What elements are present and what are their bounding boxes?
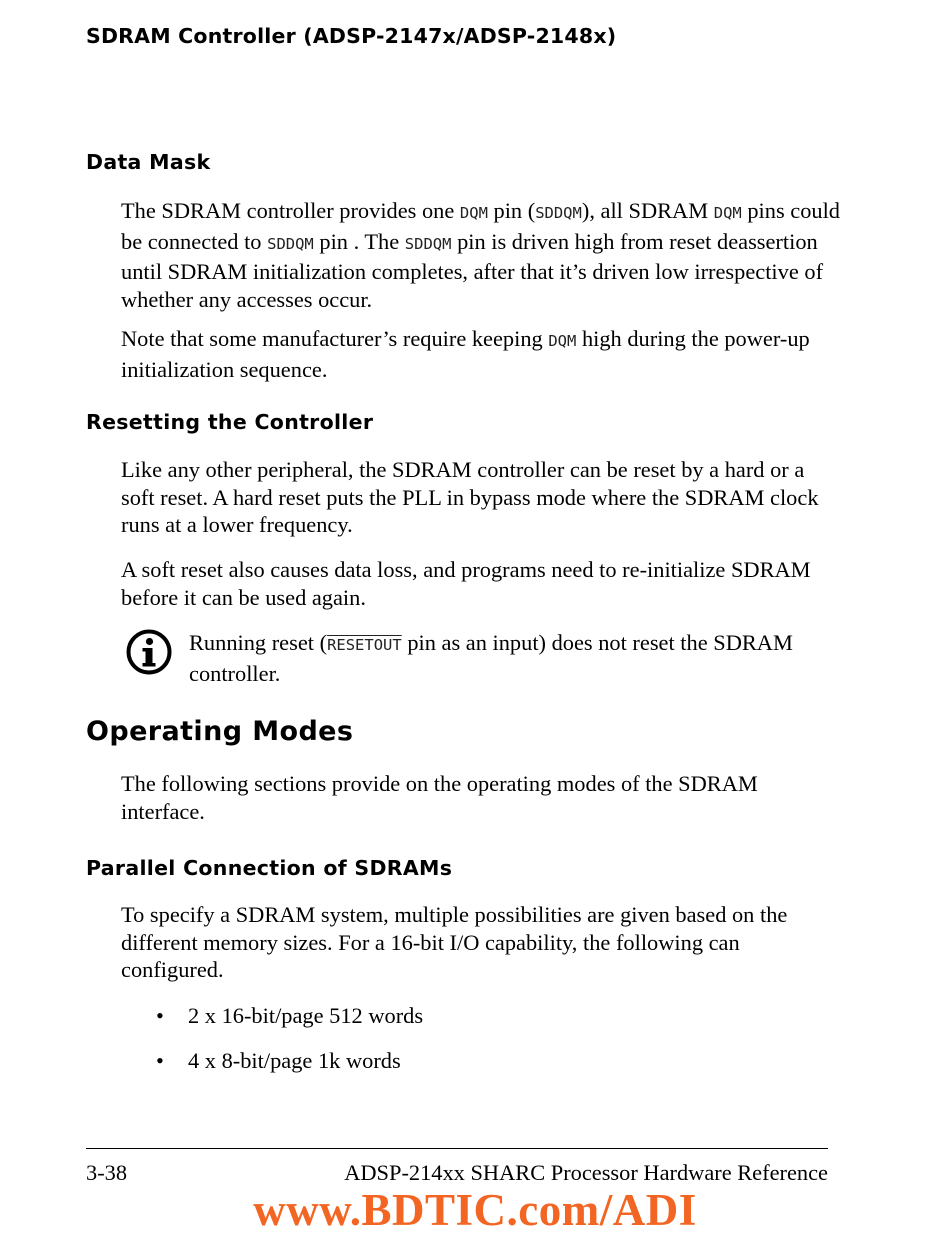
- bullet-marker: •: [156, 1003, 164, 1028]
- code-dqm: DQM: [713, 204, 742, 222]
- code-dqm: DQM: [459, 204, 488, 222]
- resetting-paragraph-1: Like any other peripheral, the SDRAM controller can be reset by a hard or a soft reset. A hard reset puts the PLL in bypass mode where the SDRAM clock runs at a lower frequency.: [121, 457, 819, 537]
- section-heading-parallel-connection: Parallel Connection of SDRAMs: [86, 856, 453, 880]
- footer-divider: [86, 1148, 828, 1149]
- note-text: Running reset (RESETOUT pin as an input) does not reset the SDRAM controller.: [189, 630, 793, 686]
- code-dqm: DQM: [548, 332, 577, 350]
- data-mask-paragraph-2: Note that some manufacturer’s require keeping DQM high during the power-up initialization sequence.: [121, 326, 810, 382]
- chapter-heading-operating-modes: Operating Modes: [86, 716, 354, 747]
- running-header: SDRAM Controller (ADSP-2147x/ADSP-2148x): [86, 24, 617, 48]
- code-sddqm: SDDQM: [267, 234, 314, 253]
- code-resetout: RESETOUT: [327, 636, 402, 654]
- watermark-link[interactable]: www.BDTIC.com/ADI: [253, 1185, 697, 1235]
- document-title: ADSP-214xx SHARC Processor Hardware Reference: [344, 1160, 828, 1185]
- data-mask-paragraph-1: The SDRAM controller provides one DQM pin (SDDQM), all SDRAM DQM pins could be connected to SDDQM pin . The SDDQM pin is driven high from reset deassertion until SDRAM initialization completes, after that it’s driven low irrespective of whether any accesses occur.: [121, 198, 840, 312]
- section-heading-resetting: Resetting the Controller: [86, 410, 374, 434]
- page-number: 3-38: [86, 1160, 128, 1185]
- code-sddqm: SDDQM: [404, 234, 452, 253]
- resetting-paragraph-2: A soft reset also causes data loss, and programs need to re-initialize SDRAM before it can be used again.: [121, 557, 811, 610]
- parallel-paragraph: To specify a SDRAM system, multiple possibilities are given based on the different memory sizes. For a 16-bit I/O capability, the following can configured.: [121, 902, 788, 982]
- list-item: 4 x 8-bit/page 1k words: [188, 1048, 401, 1073]
- list-item: 2 x 16-bit/page 512 words: [188, 1003, 424, 1028]
- bullet-marker: •: [156, 1048, 164, 1073]
- info-icon: [126, 629, 172, 675]
- operating-modes-paragraph: The following sections provide on the operating modes of the SDRAM interface.: [121, 771, 758, 824]
- section-heading-data-mask: Data Mask: [86, 150, 211, 174]
- code-sddqm: SDDQM: [535, 204, 582, 222]
